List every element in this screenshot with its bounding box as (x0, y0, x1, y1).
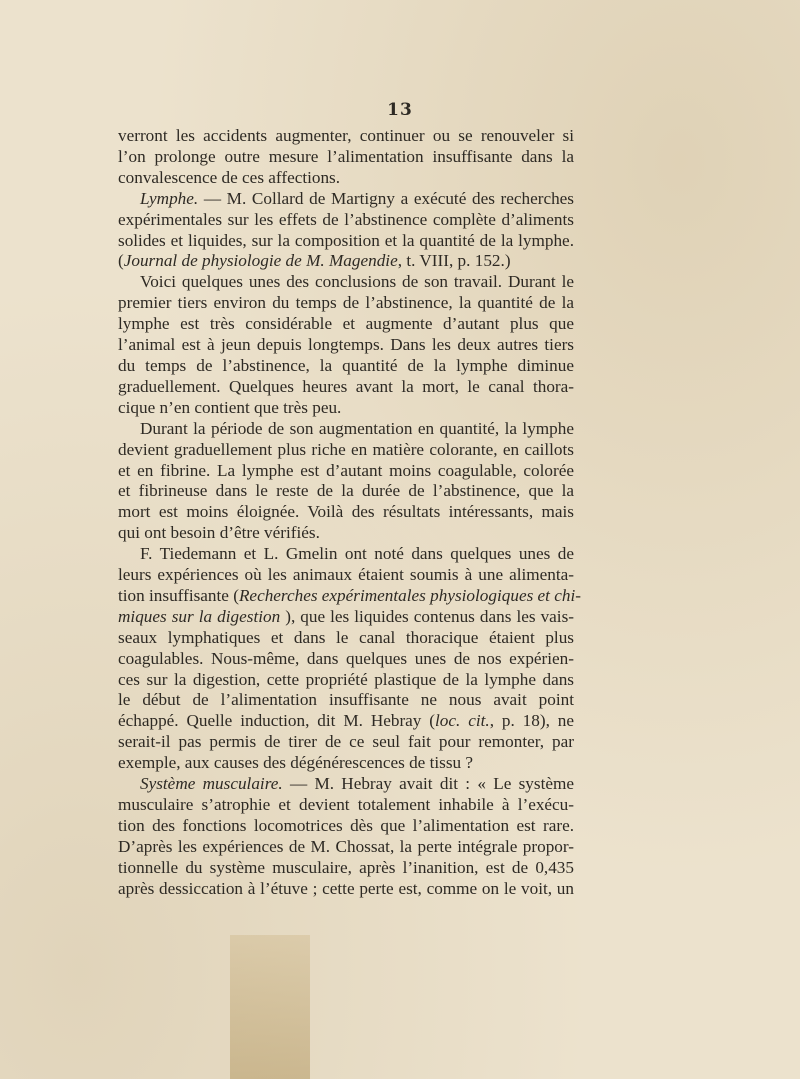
text-segment: verront les accidents augmenter, continuer ou se renouveler si (118, 126, 574, 145)
text-line (118, 231, 574, 252)
text-line (118, 565, 574, 586)
text-segment: lymphe est très considérable et augmente d’autant plus que (118, 314, 574, 334)
text-segment: le début de l’alimentation insuffisante ne nous avait point (118, 690, 574, 710)
text-segment: ), que les liquides contenus dans les vais- (280, 606, 574, 626)
text-line (118, 795, 574, 816)
text-segment: du temps de l’abstinence, la quantité de la lymphe diminue (118, 355, 574, 375)
italic-segment: Journal de physiologie de M. Magendie (123, 251, 398, 271)
text-line (118, 335, 574, 356)
text-segment: D’après les expériences de M. Chossat, la perte intégrale propor- (118, 836, 574, 856)
text-segment: — M. Hebray avait dit : « Le système (282, 774, 574, 794)
text-segment: expérimentales sur les effets de l’abstinence complète d’aliments (118, 209, 574, 229)
text-segment: qui ont besoin d’être vérifiés. (118, 523, 320, 543)
text-line (118, 481, 574, 502)
text-segment: ( (118, 251, 124, 271)
text-segment: , t. VIII, p. 152.) (397, 251, 511, 271)
text-segment: après dessiccation à l’étuve ; cette perte est, comme on le voit, un (118, 878, 574, 898)
text-line (118, 585, 581, 607)
text-segment: — M. Collard de Martigny a exécuté des recherches (198, 188, 574, 208)
text-segment: , p. 18), ne (489, 711, 575, 731)
text-line (118, 272, 574, 293)
italic-segment: loc. cit. (435, 711, 490, 731)
text-segment: coagulables. Nous-même, dans quelques unes de nos expérien- (118, 648, 574, 668)
text-segment: Durant la période de son augmentation en quantité, la lymphe (140, 418, 574, 438)
text-line (118, 210, 574, 231)
text-segment: Voici quelques unes des conclusions de son travail. Durant le (140, 272, 574, 292)
text-segment: serait-il pas permis de tirer de ce seul fait pour remonter, par (118, 732, 574, 752)
text-segment: tion insuffisante ( (118, 585, 239, 605)
text-segment: tion des fonctions locomotrices dès que l’alimentation est rare. (118, 815, 574, 835)
text-segment: musculaire s’atrophie et devient totalement inhabile à l’exécu- (118, 795, 574, 814)
text-line (118, 293, 574, 314)
text-segment: seaux lymphatiques et dans le canal thoracique étaient plus (118, 627, 574, 647)
text-line (118, 502, 574, 523)
text-segment: ces sur la digestion, cette propriété plastique de la lymphe dans (118, 669, 574, 689)
text-line (118, 607, 574, 628)
text-line (118, 147, 574, 168)
text-segment: cique n’en contient que très peu. (118, 397, 342, 417)
italic-segment: Recherches expérimentales physiologiques et chi- (238, 585, 581, 605)
text-line (118, 732, 574, 753)
text-segment: échappé. Quelle induction, dit M. Hebray ( (118, 711, 436, 731)
italic-segment: Lymphe. (140, 188, 199, 208)
text-line (118, 628, 574, 649)
text-segment: tionnelle du système musculaire, après l’inanition, est de 0,435 (118, 857, 574, 877)
text-segment: leurs expériences où les animaux étaient soumis à une alimenta- (118, 565, 574, 585)
text-line (118, 690, 574, 711)
text-segment: premier tiers environ du temps de l’abstinence, la quantité de la (118, 293, 574, 313)
text-line (118, 377, 574, 398)
text-segment: et fibrineuse dans le reste de la durée de l’abstinence, que la (118, 481, 574, 501)
text-segment: l’animal est à jeun depuis longtemps. Dans les deux autres tiers (118, 335, 574, 355)
text-segment: F. Tiedemann et L. Gmelin ont noté dans quelques unes de (140, 544, 574, 564)
text-line (118, 774, 574, 795)
text-line (118, 523, 574, 544)
text-line (118, 314, 574, 335)
text-line (118, 858, 574, 879)
page-number: 13 (387, 100, 413, 120)
text-line (118, 670, 574, 691)
text-segment: mort est moins éloignée. Voilà des résultats intéressants, mais (118, 502, 574, 522)
text-segment: solides et liquides, sur la composition et la quantité de la lymphe. (118, 230, 574, 250)
text-line (118, 544, 574, 565)
text-line (118, 649, 574, 670)
text-line (118, 398, 574, 419)
text-segment: exemple, aux causes des dégénérescences de tissu ? (118, 753, 474, 773)
text-segment: l’on prolonge outre mesure l’alimentation insuffisante dans la (118, 146, 574, 166)
text-line (118, 753, 574, 774)
text-line (118, 168, 574, 189)
text-line (118, 837, 574, 858)
text-segment: et en fibrine. La lymphe est d’autant moins coagulable, colorée (118, 460, 574, 480)
text-line (118, 816, 574, 837)
text-line (118, 189, 574, 210)
text-line (118, 711, 574, 732)
italic-segment: Système musculaire. (140, 774, 283, 794)
text-line (118, 440, 574, 461)
body-text (118, 126, 581, 900)
text-line (118, 461, 574, 482)
italic-segment: miques sur la digestion (118, 606, 281, 626)
text-line (118, 879, 574, 900)
text-segment: convalescence de ces affections. (118, 167, 341, 187)
text-segment: graduellement. Quelques heures avant la mort, le canal thora- (118, 376, 574, 396)
text-line (118, 251, 574, 272)
text-segment: devient graduellement plus riche en matière colorante, en caillots (118, 439, 574, 459)
text-line (118, 126, 574, 147)
text-line (118, 419, 574, 440)
paper-stain (230, 935, 310, 1079)
text-line (118, 356, 574, 377)
